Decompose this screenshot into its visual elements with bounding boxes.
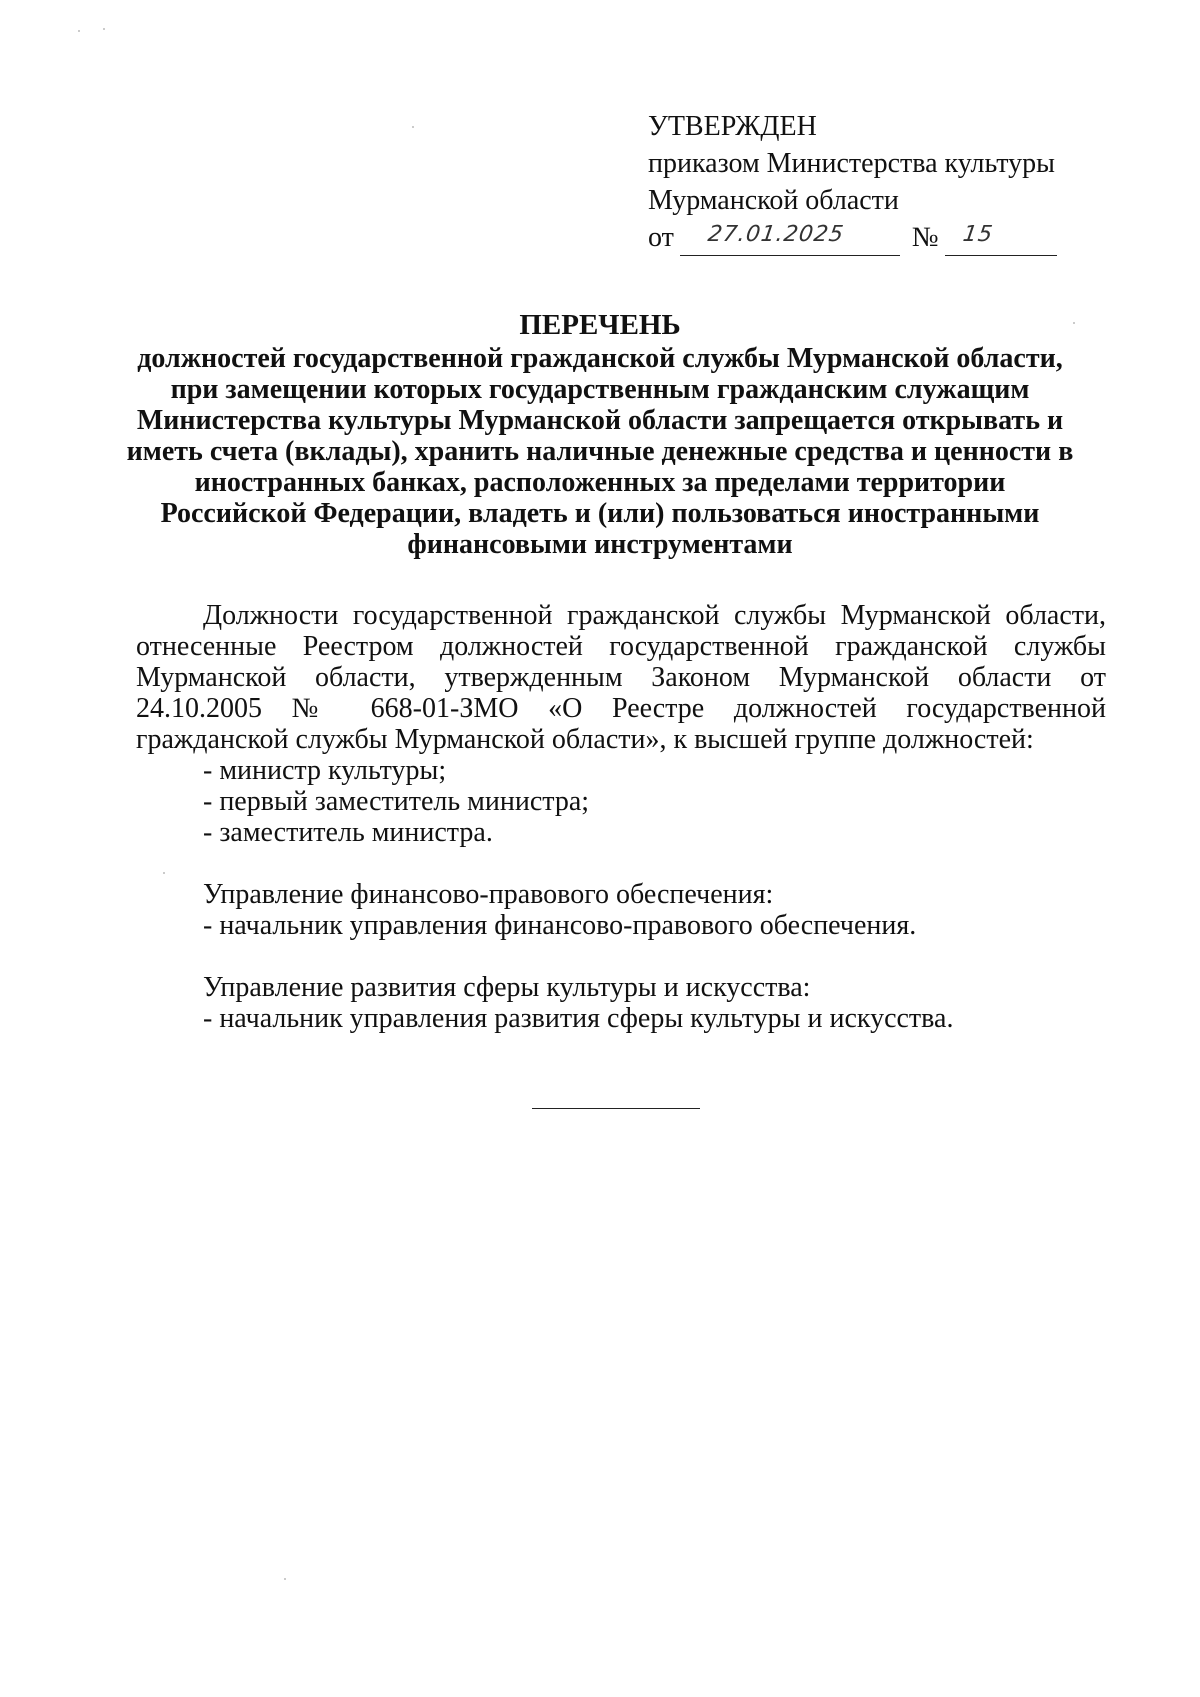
number-blank [945, 222, 1057, 256]
title-line: должностей государственной гражданской службы Мурманской области, [137, 343, 1063, 374]
title-line: иметь счета (вклады), хранить наличные денежные средства и ценности в [126, 436, 1074, 467]
scan-speck [284, 1578, 286, 1580]
title-line: Российской Федерации, владеть и (или) пользоваться иностранными [160, 498, 1040, 529]
title-line: иностранных банках, расположенных за пределами территории [194, 467, 1006, 498]
approval-block [648, 108, 1088, 256]
list-item: - начальник управления развития сферы культуры и искусства. [203, 1003, 954, 1034]
approval-region-line: Мурманской области [648, 185, 899, 216]
date-prefix: от [648, 222, 674, 253]
list-item: - заместитель министра. [203, 817, 493, 848]
handwritten-number: 15 [960, 222, 995, 247]
scan-speck [78, 30, 80, 32]
approval-status: УТВЕРЖДЕН [648, 111, 817, 142]
title-line: при замещении которых государственным гражданским служащим [170, 374, 1030, 405]
list-item: - министр культуры; [203, 755, 447, 786]
title-line: Министерства культуры Мурманской области запрещается открывать и [136, 405, 1064, 436]
list-item: - первый заместитель министра; [203, 786, 590, 817]
section-title-finance-legal: Управление финансово-правового обеспечения: [203, 879, 774, 910]
end-of-document-rule [532, 1108, 700, 1109]
date-blank [680, 222, 900, 256]
approval-date-number-row [648, 219, 1088, 256]
document-body [136, 600, 1106, 1034]
approval-order-line: приказом Министерства культуры [648, 148, 1055, 179]
list-item: - начальник управления финансово-правового обеспечения. [203, 910, 917, 941]
document-title [120, 310, 1080, 560]
title-line: финансовыми инструментами [407, 529, 793, 560]
scan-speck [412, 126, 414, 128]
scan-speck [103, 28, 105, 30]
title-heading: ПЕРЕЧЕНЬ [519, 309, 681, 341]
section-title-culture-arts: Управление развития сферы культуры и искусства: [203, 972, 811, 1003]
intro-paragraph: Должности государственной гражданской службы Мурманской области, отнесенные Реестром должностей государственной гражданской службы Мурманской области, утвержденным Законом Мурманской области от 24.10.2005 № 668-01-ЗМО «О Реестре должностей государственной гражданской службы Мурманской области», к высшей группе должностей: [136, 600, 1106, 755]
handwritten-date: 27.01.2025 [706, 222, 846, 247]
number-sign: № [911, 222, 939, 253]
